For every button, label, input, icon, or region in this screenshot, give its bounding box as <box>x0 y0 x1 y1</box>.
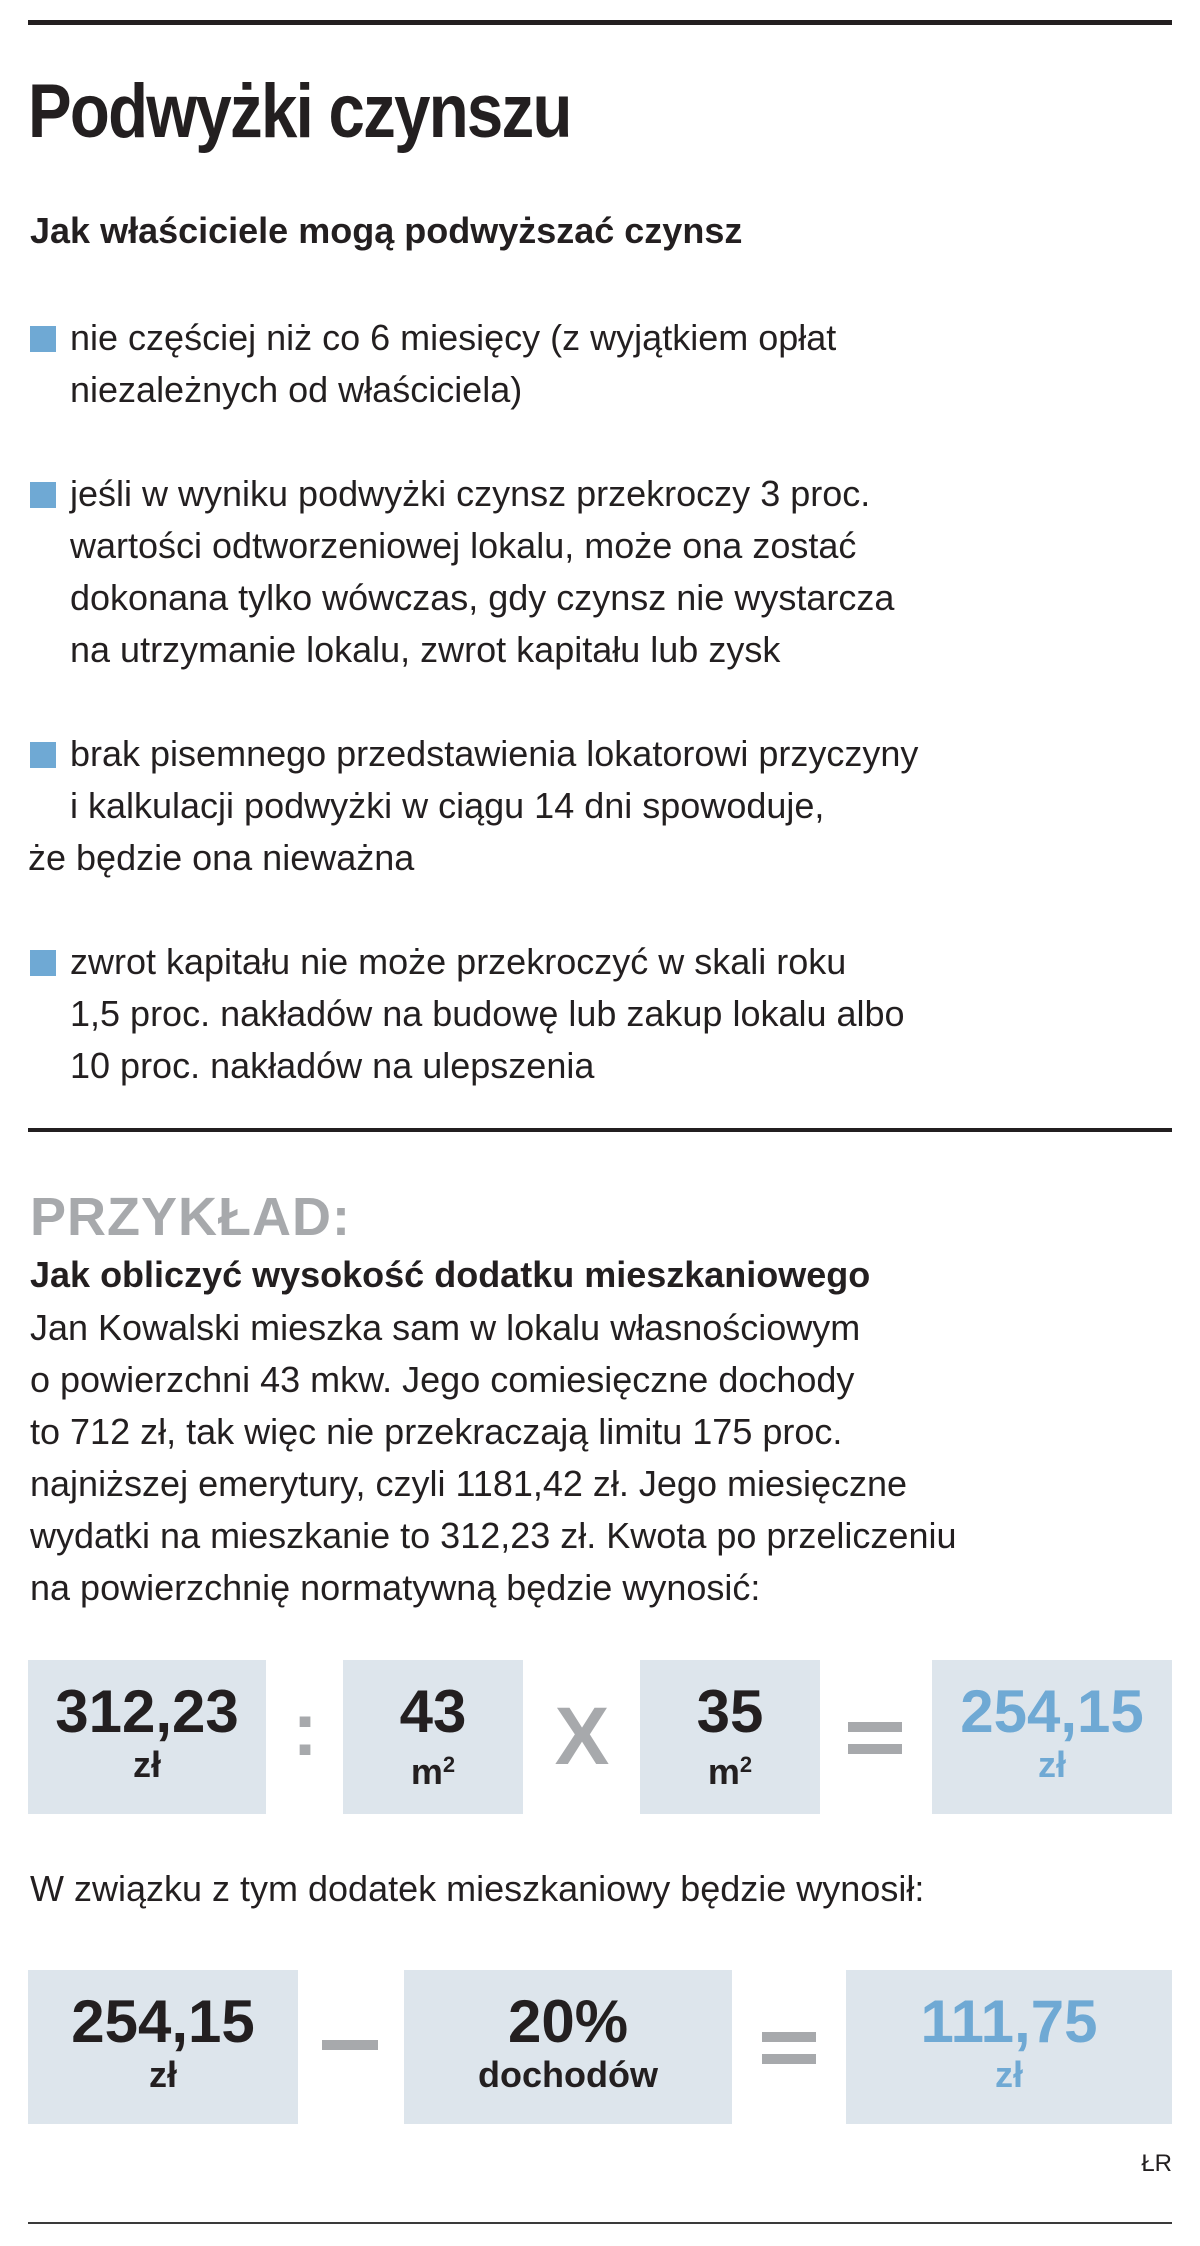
example-label: PRZYKŁAD: <box>30 1187 351 1247</box>
bullet-square-icon <box>30 950 56 976</box>
eq1-norm-area-box: 35 $m^2$ <box>640 1660 820 1814</box>
minus-icon <box>322 2040 378 2050</box>
bullet-square-icon <box>30 742 56 768</box>
section-divider <box>28 1128 1172 1132</box>
top-rule <box>28 20 1172 25</box>
divide-operator: : <box>292 1687 318 1772</box>
calculation-intro: W związku z tym dodatek mieszkaniowy będzie wynosił: <box>30 1868 925 1909</box>
eq2-amount-box: 254,15 zł <box>28 1970 298 2124</box>
list-item: jeśli w wyniku podwyżki czynsz przekroczy 3 proc. wartości odtworzeniowej lokalu, może ona zostać dokonana tylko wówczas, gdy czynsz nie wystarcza na utrzymanie lokalu, zwrot kapitału lub zysk <box>28 468 1168 676</box>
example-heading: Jak obliczyć wysokość dodatku mieszkaniowego <box>30 1254 871 1295</box>
list-item: zwrot kapitału nie może przekroczyć w skali roku 1,5 proc. nakładów na budowę lub zakup lokalu albo 10 proc. nakładów na ulepszenia <box>28 936 1168 1092</box>
bottom-rule <box>28 2222 1172 2224</box>
bullet-square-icon <box>30 482 56 508</box>
eq1-result-box: 254,15 zł <box>932 1660 1172 1814</box>
bullet-list <box>28 312 1168 1144</box>
multiply-operator: X <box>554 1691 610 1782</box>
page-title: Podwyżki czynszu <box>28 69 571 154</box>
eq2-income-share-box: 20% dochodów <box>404 1970 732 2124</box>
example-body: Jan Kowalski mieszka sam w lokalu własnościowym o powierzchni 43 mkw. Jego comiesięczne dochody to 712 zł, tak więc nie przekraczają limitu 175 proc. najniższej emerytury, czyli 1181,42 zł. Jego miesięczne wydatki na mieszkanie to 312,23 zł. Kwota po przeliczeniu na powierzchnię normatywną będzie wynosić: <box>30 1307 957 1608</box>
bullet-square-icon <box>30 326 56 352</box>
eq1-expenses-box: 312,23 zł <box>28 1660 266 1814</box>
author-credit: ŁR <box>1141 2150 1172 2177</box>
eq1-area-box: 43 $m^2$ <box>343 1660 523 1814</box>
list-item: brak pisemnego przedstawienia lokatorowi przyczyny i kalkulacji podwyżki w ciągu 14 dni spowoduje, że będzie ona nieważna <box>28 733 919 878</box>
eq2-result-box: 111,75 zł <box>846 1970 1172 2124</box>
list-item: nie częściej niż co 6 miesięcy (z wyjątkiem opłat niezależnych od właściciela) <box>28 312 1168 416</box>
section-subtitle: Jak właściciele mogą podwyższać czynsz <box>30 210 743 251</box>
